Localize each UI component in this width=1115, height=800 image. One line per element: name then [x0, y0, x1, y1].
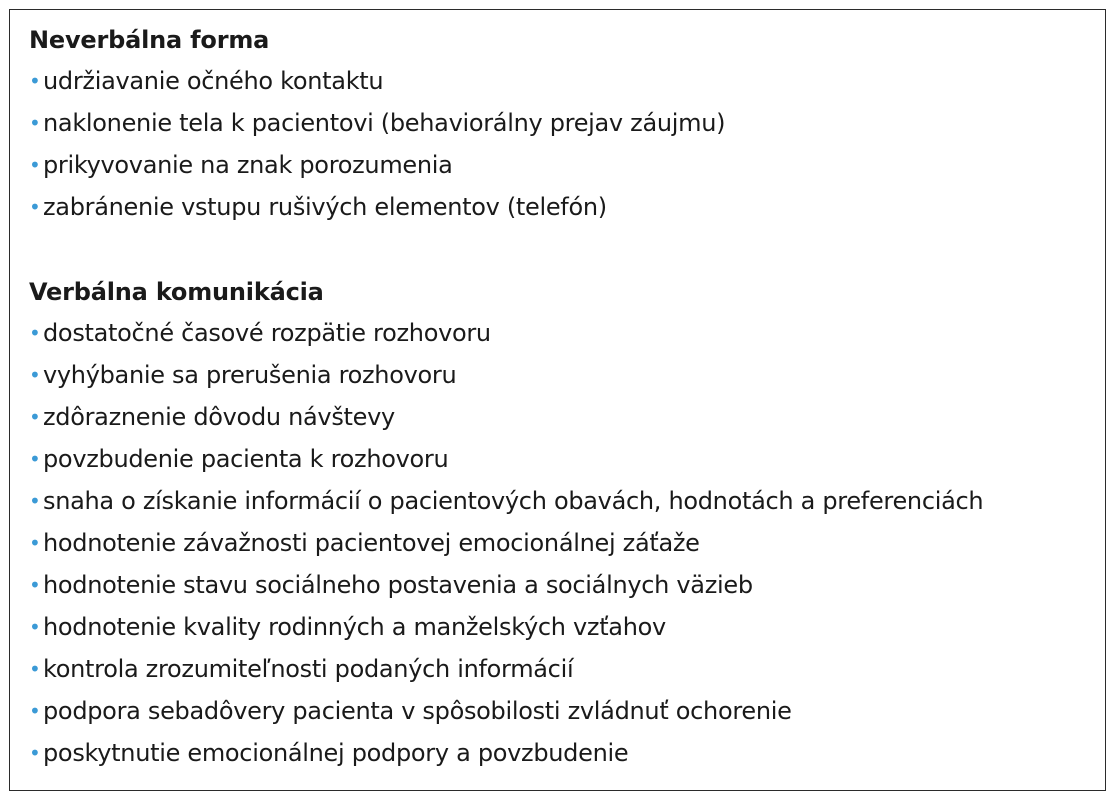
list-item-text: dostatočné časové rozpätie rozhovoru [43, 319, 491, 347]
list-item-text: zabránenie vstupu rušivých elementov (telefón) [43, 193, 607, 221]
list-item [29, 438, 1105, 480]
list-item-text: povzbudenie pacienta k rozhovoru [43, 445, 449, 473]
list-item [29, 480, 1105, 522]
list-item-text: naklonenie tela k pacientovi (behaviorálny prejav záujmu) [43, 109, 726, 137]
bullet-icon: • [29, 657, 41, 681]
bullet-icon: • [29, 699, 41, 723]
list-item-text: zdôraznenie dôvodu návštevy [43, 403, 395, 431]
list-item [29, 648, 1105, 690]
list-item-text: hodnotenie stavu sociálneho postavenia a sociálnych väzieb [43, 571, 753, 599]
list-item [29, 354, 1105, 396]
list-item [29, 102, 1105, 144]
list-item [29, 144, 1105, 186]
bullet-icon: • [29, 405, 41, 429]
list-item-text: podpora sebadôvery pacienta v spôsobilosti zvládnuť ochorenie [43, 697, 792, 725]
bullet-icon: • [29, 111, 41, 135]
bullet-icon: • [29, 615, 41, 639]
list-item-text: poskytnutie emocionálnej podpory a povzbudenie [43, 739, 629, 767]
bullet-icon: • [29, 69, 41, 93]
bullet-icon: • [29, 573, 41, 597]
list-item-text: kontrola zrozumiteľnosti podaných informácií [43, 655, 574, 683]
bullet-icon: • [29, 531, 41, 555]
bullet-icon: • [29, 363, 41, 387]
list-item [29, 522, 1105, 564]
list-item [29, 606, 1105, 648]
bullet-icon: • [29, 489, 41, 513]
list-item [29, 732, 1105, 774]
list-item [29, 186, 1105, 228]
content-box [9, 9, 1106, 791]
list-item-text: snaha o získanie informácií o pacientových obavách, hodnotách a preferenciách [43, 487, 984, 515]
bullet-icon: • [29, 321, 41, 345]
list-item-text: prikyvovanie na znak porozumenia [43, 151, 453, 179]
list-item-text: vyhýbanie sa prerušenia rozhovoru [43, 361, 457, 389]
nonverbal-list [29, 60, 1105, 228]
section-heading-verbal: Verbálna komunikácia [29, 278, 324, 306]
list-item [29, 60, 1105, 102]
list-item-text: hodnotenie závažnosti pacientovej emocionálnej záťaže [43, 529, 700, 557]
list-item [29, 312, 1105, 354]
section-heading-nonverbal: Neverbálna forma [29, 26, 270, 54]
list-item-text: hodnotenie kvality rodinných a manželských vzťahov [43, 613, 666, 641]
bullet-icon: • [29, 195, 41, 219]
list-item [29, 396, 1105, 438]
list-item [29, 564, 1105, 606]
bullet-icon: • [29, 153, 41, 177]
bullet-icon: • [29, 741, 41, 765]
bullet-icon: • [29, 447, 41, 471]
list-item-text: udržiavanie očného kontaktu [43, 67, 384, 95]
section-spacer [29, 228, 1105, 276]
verbal-list [29, 312, 1105, 774]
list-item [29, 690, 1105, 732]
